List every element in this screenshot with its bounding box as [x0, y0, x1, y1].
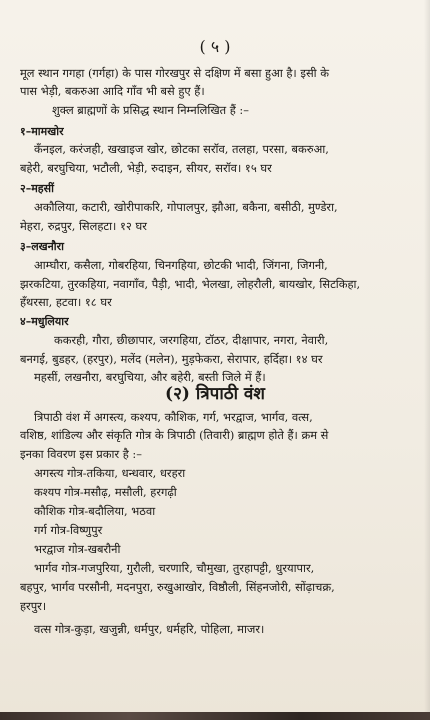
page-number: ( ५ ) — [199, 37, 231, 56]
group-heading: ३–लखनौरा — [20, 240, 64, 253]
gotra-line: भरद्वाज गोत्र-खबरौनी — [34, 542, 121, 556]
para-line: पास भेड़ी, बकरुआ आदि गाँव भी बसे हुए हैं। — [20, 84, 205, 98]
intro-line: शुक्ल ब्राह्मणों के प्रसिद्ध स्थान निम्नलिखित हैं :– — [52, 103, 249, 117]
group-line: अकौलिया, कटारी, खोरीपाकरि, गोपालपुर, झौआ, बकैना, बसीठी, मुण्डेरा, — [34, 200, 338, 214]
group-heading: २–महसीं — [20, 182, 54, 195]
group-line: महसीं, लखनौरा, बरघुचिया, और बहेरी, बस्ती जिले में हैं। — [34, 370, 266, 384]
section-heading: (२) त्रिपाठी वंश — [165, 384, 265, 404]
group-line: झरकटिया, तुरकहिया, नवागाँव, पैड़ी, भादी, भेलखा, लोहरौली, बायखोर, सिटकिहा, — [20, 277, 361, 291]
gotra-line: गर्ग गोत्र-विष्णुपुर — [34, 523, 103, 537]
section-intro-line: त्रिपाठी वंश में अगस्त्य, कश्यप, कौशिक, गर्ग, भरद्वाज, भार्गव, वत्स, — [34, 410, 313, 424]
gotra-line: कौशिक गोत्र-बदौलिया, भठवा — [34, 504, 156, 518]
group-heading: ४–मधुलियार — [20, 315, 69, 328]
group-line: मेहरा, रुद्रपुर, सिलहटा। १२ घर — [20, 219, 147, 233]
group-line: हँथरसा, हटवा। १८ घर — [20, 295, 112, 309]
section-intro-line: वशिष्ठ, शांडिल्य और संकृति गोत्र के त्रिपाठी (तिवारी) ब्राह्मण होते हैं। क्रम से — [20, 428, 329, 442]
group-line: आम्घौरा, कसैला, गोबरहिया, चिनगहिया, छोटकी भादी, जिंगना, जिगनी, — [34, 258, 328, 272]
page-edge-shadow — [424, 0, 430, 720]
group-line: कँनइल, करंजही, खखाइज खोर, छोटका सरॉव, तलहा, परसा, बकरुआ, — [34, 142, 329, 156]
section-intro-line: इनका विवरण इस प्रकार है :– — [20, 447, 142, 461]
group-heading: १–मामखोर — [20, 125, 64, 138]
gotra-line: अगस्त्य गोत्र-तकिया, धन्धवार, धरहरा — [34, 466, 186, 480]
gotra-line: भार्गव गोत्र-गजपुरिया, गुरौली, चरणारि, चौमुखा, तुरहापट्टी, धुरयापार, — [34, 561, 315, 575]
gotra-line: वत्स गोत्र-कुड़ा, खजुन्नी, धर्मपुर, धर्महरि, पोहिला, माजर। — [34, 622, 265, 636]
gotra-line: हरपुर। — [20, 599, 47, 613]
group-line: ककरही, गौरा, छीछापार, जरगहिया, टॉठर, दीक्षापार, नगरा, नेवारी, — [54, 333, 329, 347]
gotra-line: बहपुर, भार्गव परसौनी, मदनपुरा, रुखुआखोर, विष्ठौली, सिंहनजोरी, सोंढ़ाचक्र, — [20, 580, 335, 594]
group-line: बहेरी, बरघुचिया, भटौली, भेड़ी, रुदाइन, सीयर, सरॉव। १५ घर — [20, 161, 272, 175]
gotra-line: कश्यप गोत्र-मसौढ़, मसौली, हरगढ़ी — [34, 485, 177, 499]
page-bottom-edge — [0, 712, 430, 720]
group-line: बनगई, बुडहर, (हरपुर), मलेंद (मलेन), मुड़फेकरा, सेरापार, हर्दिहा। १४ घर — [20, 352, 323, 366]
para-line: मूल स्थान गगहा (गर्गहा) के पास गोरखपुर से दक्षिण में बसा हुआ है। इसी के — [20, 66, 329, 80]
